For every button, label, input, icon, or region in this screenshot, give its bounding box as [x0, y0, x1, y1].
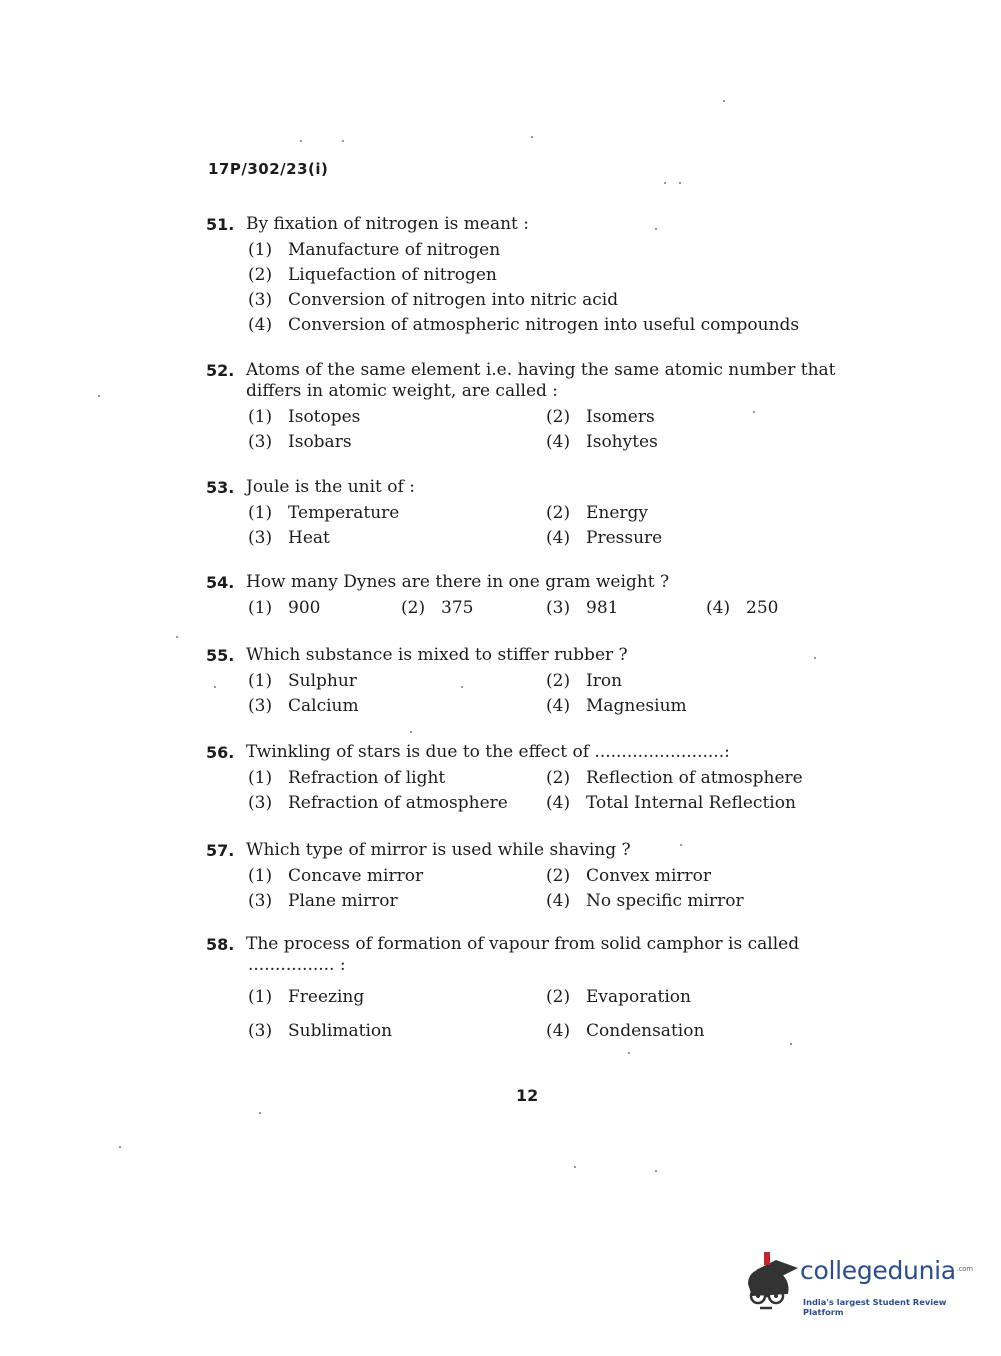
option-3: (3) Calcium: [248, 696, 359, 716]
question-57: [206, 840, 846, 914]
scan-speck: [814, 657, 816, 659]
scan-speck: [119, 1146, 121, 1148]
option-4: (4) Condensation: [546, 1021, 705, 1041]
options-list: [248, 238, 846, 338]
question-text: Atoms of the same element i.e. having the same atomic number that differs in atomic weight, are called :: [246, 360, 836, 401]
question-number: 55.: [206, 646, 235, 665]
option-2: (2) Reflection of atmosphere: [546, 768, 803, 788]
question-56: [206, 742, 846, 816]
question-58: [206, 934, 846, 1048]
collegedunia-watermark: [742, 1246, 972, 1316]
scan-speck: [300, 140, 302, 142]
question-text: Twinkling of stars is due to the effect of ........................:: [246, 742, 730, 762]
question-text: By fixation of nitrogen is meant :: [246, 214, 530, 234]
scan-speck: [259, 1112, 261, 1114]
options-grid: [248, 501, 846, 551]
scan-speck: [461, 686, 463, 688]
option-4: (4) Total Internal Reflection: [546, 793, 796, 813]
option-2: (2) Liquefaction of nitrogen: [248, 265, 497, 285]
question-number: 52.: [206, 361, 235, 380]
option-3: (3) Refraction of atmosphere: [248, 793, 508, 813]
option-3: (3) Heat: [248, 528, 330, 548]
option-2: (2) Iron: [546, 671, 623, 691]
scan-speck: [655, 1170, 657, 1172]
option-1: (1) Temperature: [248, 503, 400, 523]
options-grid: [248, 980, 846, 1048]
options-grid: [248, 669, 846, 719]
scan-speck: [214, 686, 216, 688]
options-grid: [248, 766, 846, 816]
option-2: (2) Convex mirror: [546, 866, 712, 886]
option-3: (3) Sublimation: [248, 1021, 393, 1041]
paper-code: 17P/302/23(i): [208, 160, 329, 178]
brand-name: collegedunia$^{.com}$: [800, 1256, 973, 1285]
option-3: (3) 981: [546, 598, 619, 618]
scan-speck: [680, 844, 682, 846]
scan-speck: [98, 395, 100, 397]
option-1: (1) Refraction of light: [248, 768, 446, 788]
mascot-logo-icon: [742, 1250, 802, 1312]
question-53: [206, 477, 846, 551]
option-1: (1) Manufacture of nitrogen: [248, 240, 501, 260]
option-1: (1) Sulphur: [248, 671, 357, 691]
scan-speck: [410, 731, 412, 733]
option-4: (4) Conversion of atmospheric nitrogen into useful compounds: [248, 315, 800, 335]
scan-speck: [342, 140, 344, 142]
option-4: (4) No specific mirror: [546, 891, 744, 911]
options-row: [248, 596, 846, 621]
option-4: (4) Isohytes: [546, 432, 658, 452]
question-number: 51.: [206, 215, 235, 234]
scan-speck: [628, 1052, 630, 1054]
options-grid: [248, 405, 846, 455]
scan-speck: [655, 228, 657, 230]
option-2: (2) Evaporation: [546, 987, 691, 1007]
option-3: (3) Conversion of nitrogen into nitric acid: [248, 290, 619, 310]
option-3: (3) Isobars: [248, 432, 352, 452]
option-3: (3) Plane mirror: [248, 891, 398, 911]
question-text: Which substance is mixed to stiffer rubber ?: [246, 645, 628, 665]
option-1: (1) 900: [248, 598, 321, 618]
question-number: 56.: [206, 743, 235, 762]
option-2: (2) Isomers: [546, 407, 655, 427]
question-text: Joule is the unit of :: [246, 477, 415, 497]
scan-speck: [176, 636, 178, 638]
question-51: [206, 214, 846, 338]
option-4: (4) Pressure: [546, 528, 663, 548]
question-55: [206, 645, 846, 719]
question-continuation: ................ :: [248, 955, 346, 975]
scan-speck: [723, 100, 725, 102]
scan-speck: [574, 1166, 576, 1168]
question-number: 57.: [206, 841, 235, 860]
scan-speck: [790, 1043, 792, 1045]
question-text: The process of formation of vapour from solid camphor is called: [246, 934, 800, 954]
page-number: 12: [516, 1086, 539, 1105]
scan-speck: [531, 136, 533, 138]
brand-tagline: India's largest Student Review Platform: [803, 1297, 947, 1317]
option-1: (1) Concave mirror: [248, 866, 424, 886]
option-4: (4) Magnesium: [546, 696, 687, 716]
question-number: 58.: [206, 935, 235, 954]
question-54: [206, 572, 846, 621]
question-text: Which type of mirror is used while shaving ?: [246, 840, 631, 860]
question-number: 53.: [206, 478, 235, 497]
scan-speck: [679, 182, 681, 184]
question-52: [206, 360, 846, 455]
option-2: (2) 375: [401, 598, 474, 618]
option-4: (4) 250: [706, 598, 779, 618]
scan-speck: [664, 182, 666, 184]
options-grid: [248, 864, 846, 914]
option-1: (1) Isotopes: [248, 407, 361, 427]
question-number: 54.: [206, 573, 235, 592]
option-2: (2) Energy: [546, 503, 649, 523]
scan-speck: [753, 411, 755, 413]
option-1: (1) Freezing: [248, 987, 365, 1007]
question-text: How many Dynes are there in one gram weight ?: [246, 572, 670, 592]
